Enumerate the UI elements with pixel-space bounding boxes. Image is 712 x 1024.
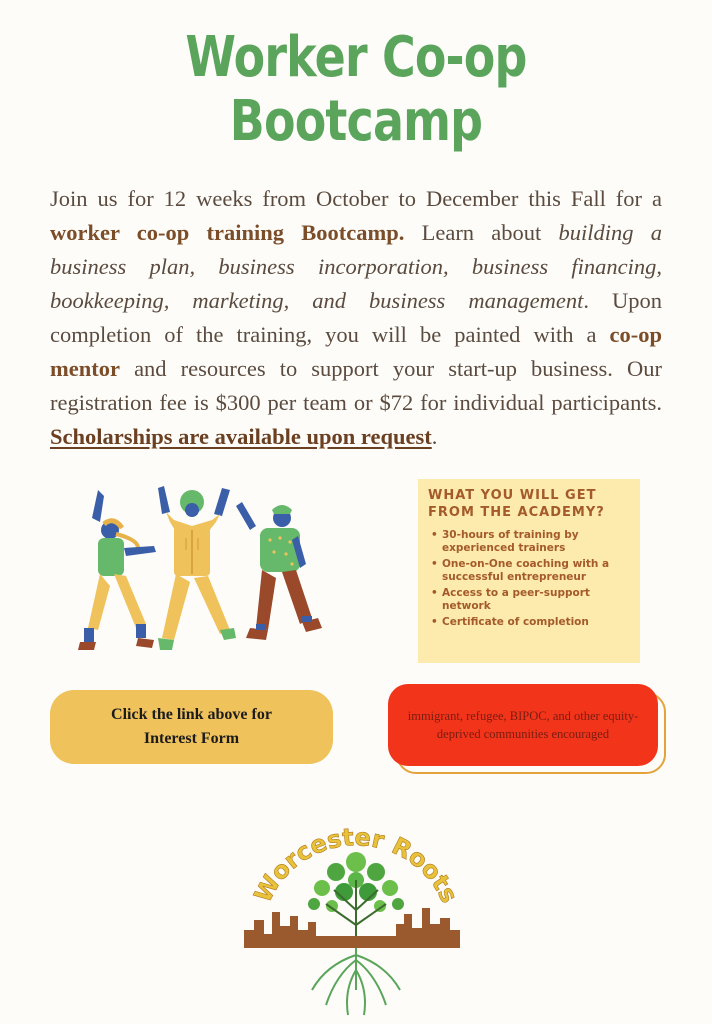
interest-form-button[interactable] xyxy=(50,690,333,764)
intro-bold-mentor: co-op mentor xyxy=(50,322,662,381)
academy-benefits-box xyxy=(418,479,640,663)
tree-canopy xyxy=(308,852,404,950)
logo-arc-text: Worcester Roots xyxy=(248,823,464,908)
benefit-item: • One-on-One coaching with a successful entrepreneur xyxy=(442,558,630,584)
intro-text-5: . xyxy=(431,424,438,449)
intro-paragraph xyxy=(50,182,662,454)
page-title xyxy=(64,26,648,154)
benefit-item: • Access to a peer-support network xyxy=(442,587,630,613)
intro-text-2: Learn about xyxy=(404,220,559,245)
academy-title xyxy=(428,487,630,521)
city-skyline xyxy=(244,908,460,948)
figure-right xyxy=(236,502,322,640)
figure-middle xyxy=(158,486,236,650)
equity-badge: immigrant, refugee, BIPOC, and other equity-deprived communities encouraged xyxy=(388,684,658,766)
intro-text-3: . Upon completion of the training, you will be painted with a xyxy=(50,288,663,347)
intro-bold-bootcamp: worker co-op training Bootcamp. xyxy=(50,220,405,245)
title-line-1: Worker Co-op xyxy=(185,25,527,90)
interest-button-line-2: Interest Form xyxy=(143,730,240,747)
figure-left xyxy=(78,490,156,650)
academy-title-line-1: WHAT YOU WILL GET xyxy=(428,488,597,503)
intro-text-4: and resources to support your start-up business. Our registration fee is $300 per team or $72 for individual participants. xyxy=(50,356,662,415)
intro-topics: building a business plan, business incorporation, business financing, bookkeeping, marketing, and business management xyxy=(50,220,662,313)
scholarships-link[interactable]: Scholarships are available upon request xyxy=(50,424,432,449)
benefit-item: • 30-hours of training by experienced trainers xyxy=(442,529,630,555)
intro-text-1: Join us for 12 weeks from October to December this Fall for a xyxy=(50,186,662,211)
tree-roots xyxy=(312,948,400,1015)
interest-button-line-1: Click the link above for xyxy=(111,706,272,723)
dancing-people-illustration xyxy=(70,478,340,668)
equity-badge-group xyxy=(388,684,670,776)
academy-title-line-2: FROM THE ACADEMY? xyxy=(428,505,605,520)
worcester-roots-logo xyxy=(236,800,476,1020)
academy-benefits-list xyxy=(428,529,630,629)
title-line-2: Bootcamp xyxy=(229,89,483,154)
benefit-item: • Certificate of completion xyxy=(442,616,630,629)
